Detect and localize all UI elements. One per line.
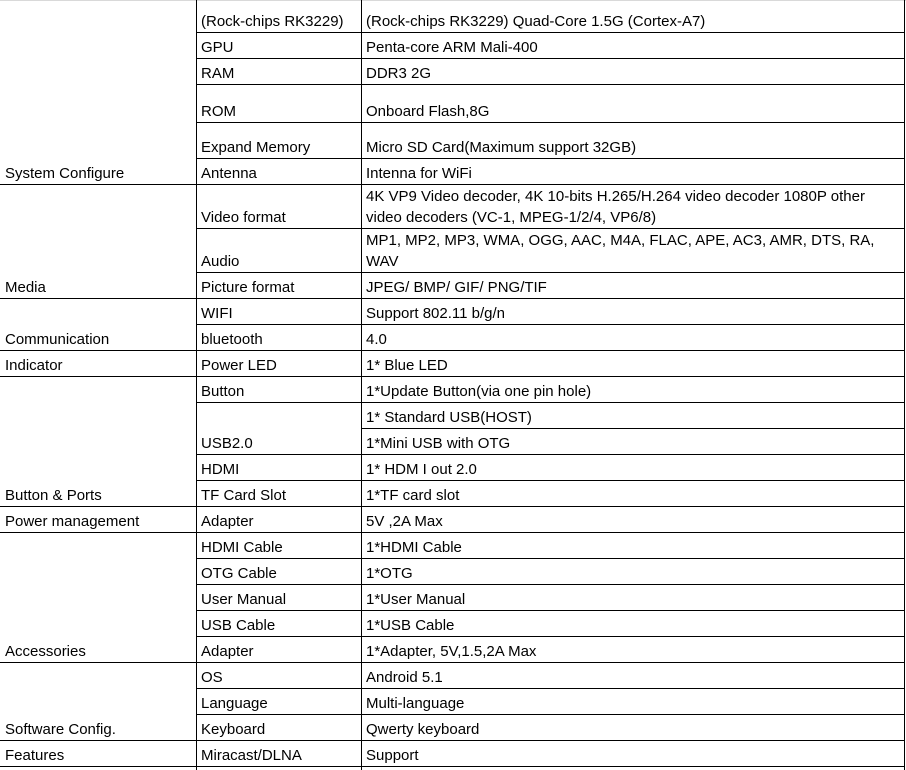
item-cell xyxy=(199,481,360,507)
item-cell-text: Audio xyxy=(201,253,240,270)
item-cell xyxy=(199,185,360,229)
item-cell xyxy=(199,85,360,123)
category-cell xyxy=(3,507,195,533)
category-cell xyxy=(3,0,195,33)
item-cell-text: OS xyxy=(201,669,223,686)
category-cell xyxy=(3,403,195,429)
item-cell-text: Adapter xyxy=(201,643,254,660)
category-cell xyxy=(3,185,195,229)
category-cell xyxy=(3,377,195,403)
item-cell-text: (Rock-chips RK3229) xyxy=(201,13,344,30)
value-cell-text: 1* HDM I out 2.0 xyxy=(366,461,477,478)
value-cell-text: Onboard Flash,8G xyxy=(366,103,490,120)
column-border xyxy=(361,0,362,770)
category-cell xyxy=(3,429,195,455)
value-cell xyxy=(364,533,903,559)
value-cell-text: 1*User Manual xyxy=(366,591,466,608)
item-cell-text: TF Card Slot xyxy=(201,487,287,504)
value-cell xyxy=(364,611,903,637)
item-cell-text: Picture format xyxy=(201,279,295,296)
value-cell xyxy=(364,585,903,611)
value-cell-text: 1* Standard USB(HOST) xyxy=(366,409,532,426)
value-cell-text: Multi-language xyxy=(366,695,465,712)
item-cell-text: Language xyxy=(201,695,268,712)
value-cell-text: 1* Blue LED xyxy=(366,357,448,374)
item-cell-text: User Manual xyxy=(201,591,287,608)
category-cell xyxy=(3,611,195,637)
value-cell-text: 1*Update Button(via one pin hole) xyxy=(366,383,592,400)
item-cell xyxy=(199,351,360,377)
category-cell xyxy=(3,123,195,159)
category-cell xyxy=(3,715,195,741)
value-cell-text: 1*TF card slot xyxy=(366,487,460,504)
item-cell-text: USB2.0 xyxy=(201,435,253,452)
value-cell xyxy=(364,507,903,533)
item-cell xyxy=(199,403,360,429)
item-cell-text: HDMI xyxy=(201,461,240,478)
category-cell-text: Indicator xyxy=(5,357,63,374)
row-border xyxy=(361,766,904,767)
item-cell xyxy=(199,507,360,533)
category-cell-text: Button & Ports xyxy=(5,487,102,504)
value-cell xyxy=(364,637,903,663)
item-cell-text: Antenna xyxy=(201,165,257,182)
value-cell xyxy=(364,325,903,351)
value-cell xyxy=(364,559,903,585)
category-cell xyxy=(3,637,195,663)
item-cell xyxy=(199,611,360,637)
category-cell-text: Media xyxy=(5,279,46,296)
item-cell xyxy=(199,455,360,481)
category-cell xyxy=(3,59,195,85)
value-cell-text: Support 802.11 b/g/n xyxy=(366,305,505,322)
item-cell xyxy=(199,429,360,455)
item-cell xyxy=(199,663,360,689)
value-cell xyxy=(364,0,903,33)
category-cell xyxy=(3,481,195,507)
category-cell-text: Accessories xyxy=(5,643,86,660)
value-cell-text: Intenna for WiFi xyxy=(366,165,472,182)
value-cell xyxy=(364,85,903,123)
item-cell xyxy=(199,377,360,403)
item-cell-text: ROM xyxy=(201,103,236,120)
category-cell xyxy=(3,273,195,299)
value-cell xyxy=(364,663,903,689)
item-cell xyxy=(199,585,360,611)
value-cell-text: Micro SD Card(Maximum support 32GB) xyxy=(366,139,637,156)
value-cell-text: Support xyxy=(366,747,419,764)
category-cell xyxy=(3,299,195,325)
value-cell-text: 4K VP9 Video decoder, 4K 10-bits H.265/H.264 video decoder 1080P other video decoders (VC-1, MPEG-1/2/4, VP6/8) xyxy=(366,188,865,226)
category-cell xyxy=(3,455,195,481)
value-cell xyxy=(364,481,903,507)
item-cell-text: Keyboard xyxy=(201,721,266,738)
category-cell-text: Power management xyxy=(5,513,140,530)
value-cell-text: JPEG/ BMP/ GIF/ PNG/TIF xyxy=(366,279,547,296)
value-cell-text: Android 5.1 xyxy=(366,669,443,686)
item-cell-text: GPU xyxy=(201,39,234,56)
value-cell-text: MP1, MP2, MP3, WMA, OGG, AAC, M4A, FLAC, APE, AC3, AMR, DTS, RA, WAV xyxy=(366,232,875,270)
item-cell xyxy=(199,0,360,33)
category-cell-text: Communication xyxy=(5,331,110,348)
item-cell xyxy=(199,33,360,59)
value-cell xyxy=(364,159,903,185)
category-cell xyxy=(3,533,195,559)
item-cell-text: WIFI xyxy=(201,305,233,322)
value-cell xyxy=(364,429,903,455)
value-cell xyxy=(364,33,903,59)
row-border xyxy=(196,766,361,767)
item-cell xyxy=(199,123,360,159)
item-cell-text: HDMI Cable xyxy=(201,539,283,556)
category-cell-text: Features xyxy=(5,747,65,764)
category-cell xyxy=(3,689,195,715)
item-cell-text: USB Cable xyxy=(201,617,276,634)
category-cell xyxy=(3,85,195,123)
column-border xyxy=(196,0,197,770)
value-cell xyxy=(364,689,903,715)
category-cell xyxy=(3,325,195,351)
value-cell-text: 1*Adapter, 5V,1.5,2A Max xyxy=(366,643,537,660)
value-cell xyxy=(364,299,903,325)
item-cell xyxy=(199,533,360,559)
item-cell-text: Expand Memory xyxy=(201,139,311,156)
value-cell-text: 4.0 xyxy=(366,331,387,348)
category-cell xyxy=(3,351,195,377)
item-cell-text: OTG Cable xyxy=(201,565,277,582)
category-cell xyxy=(3,663,195,689)
item-cell xyxy=(199,229,360,273)
item-cell-text: Miracast/DLNA xyxy=(201,747,302,764)
category-cell xyxy=(3,559,195,585)
item-cell xyxy=(199,559,360,585)
item-cell-text: RAM xyxy=(201,65,235,82)
value-cell-text: Qwerty keyboard xyxy=(366,721,480,738)
item-cell xyxy=(199,637,360,663)
value-cell xyxy=(364,229,903,273)
row-border xyxy=(0,766,196,767)
category-cell xyxy=(3,159,195,185)
value-cell-text: DDR3 2G xyxy=(366,65,432,82)
value-cell xyxy=(364,351,903,377)
item-cell-text: Button xyxy=(201,383,245,400)
value-cell-text: 1*USB Cable xyxy=(366,617,455,634)
item-cell xyxy=(199,715,360,741)
category-cell-text: System Configure xyxy=(5,165,125,182)
value-cell xyxy=(364,403,903,429)
value-cell-text: (Rock-chips RK3229) Quad-Core 1.5G (Cortex-A7) xyxy=(366,13,706,30)
item-cell-text: Adapter xyxy=(201,513,254,530)
value-cell xyxy=(364,123,903,159)
value-cell xyxy=(364,715,903,741)
value-cell-text: Penta-core ARM Mali-400 xyxy=(366,39,538,56)
value-cell xyxy=(364,455,903,481)
value-cell xyxy=(364,185,903,229)
value-cell xyxy=(364,273,903,299)
item-cell xyxy=(199,273,360,299)
category-cell xyxy=(3,585,195,611)
item-cell xyxy=(199,689,360,715)
category-cell-text: Software Config. xyxy=(5,721,116,738)
category-cell xyxy=(3,741,195,767)
value-cell-text: 1*Mini USB with OTG xyxy=(366,435,511,452)
column-border xyxy=(904,0,905,770)
value-cell xyxy=(364,59,903,85)
value-cell xyxy=(364,741,903,767)
category-cell xyxy=(3,229,195,273)
item-cell xyxy=(199,59,360,85)
value-cell-text: 5V ,2A Max xyxy=(366,513,443,530)
item-cell xyxy=(199,299,360,325)
item-cell-text: Power LED xyxy=(201,357,277,374)
item-cell-text: bluetooth xyxy=(201,331,263,348)
category-cell xyxy=(3,33,195,59)
item-cell-text: Video format xyxy=(201,209,286,226)
value-cell xyxy=(364,377,903,403)
item-cell xyxy=(199,325,360,351)
value-cell-text: 1*OTG xyxy=(366,565,413,582)
item-cell xyxy=(199,741,360,767)
item-cell xyxy=(199,159,360,185)
value-cell-text: 1*HDMI Cable xyxy=(366,539,462,556)
